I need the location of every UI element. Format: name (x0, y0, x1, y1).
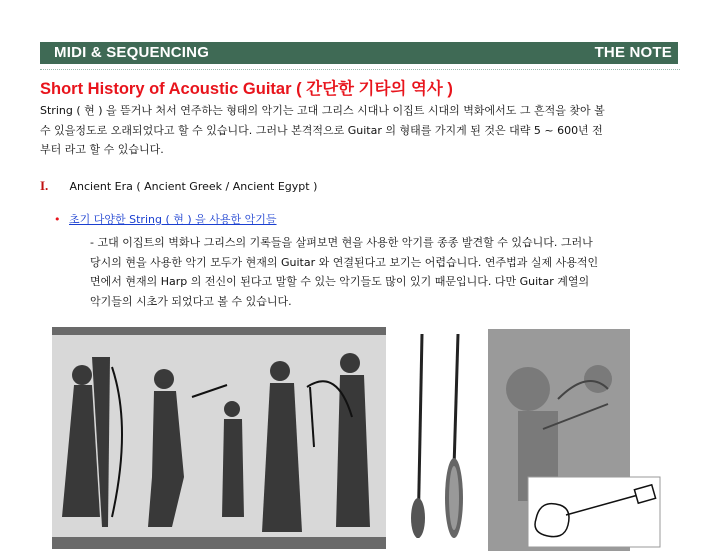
header-bar (40, 42, 678, 64)
section-number: I. (40, 178, 49, 193)
intro-line: String ( 현 ) 을 뜯거나 처서 연주하는 형태의 악기는 고대 그리스 시대나 이집트 시대의 벽화에서도 그 흔적을 찾아 볼 (40, 104, 605, 117)
section-title: Ancient Era ( Ancient Greek / Ancient Egypt ) (69, 180, 318, 193)
body-line: - 고대 이집트의 벽화나 그리스의 기록들을 살펴보면 현을 사용한 악기를 종종 발견할 수 있습니다. 그러나 (90, 236, 593, 249)
body-line: 당시의 현을 사용한 악기 모두가 현재의 Guitar 와 연결된다고 보기는 어렵습니다. 연주법과 실제 사용적인 (90, 255, 599, 269)
stone-relief-with-guitar-drawing (488, 329, 668, 551)
egyptian-wall-painting (52, 327, 386, 549)
bullet-marker: • (54, 213, 61, 226)
instruments-link[interactable]: 초기 다양한 String ( 현 ) 을 사용한 악기들 (69, 213, 277, 226)
bullet-item (54, 211, 277, 227)
section-label: MIDI & SEQUENCING (54, 44, 210, 61)
body-line: 악기들의 시초가 되었다고 볼 수 있습니다. (90, 294, 292, 308)
section-heading (40, 178, 317, 194)
intro-line: 수 있을정도로 오래되었다고 할 수 있습니다. 그러나 본격적으로 Guitar 의 형태를 가지게 된 것은 대략 5 ~ 600년 전 (40, 123, 603, 137)
ancient-lute-photo (400, 328, 476, 546)
divider (40, 69, 680, 70)
intro-line: 부터 라고 할 수 있습니다. (40, 143, 164, 157)
intro-paragraph (40, 101, 680, 160)
brand-label: THE NOTE (594, 44, 672, 61)
page-title: Short History of Acoustic Guitar ( 간단한 기타의 역사 ) (40, 80, 453, 98)
body-paragraph (90, 233, 690, 311)
body-line: 면에서 현재의 Harp 의 전신이 된다고 말할 수 있는 악기들도 많이 있기 때문입니다. 다만 Guitar 계열의 (90, 275, 590, 289)
